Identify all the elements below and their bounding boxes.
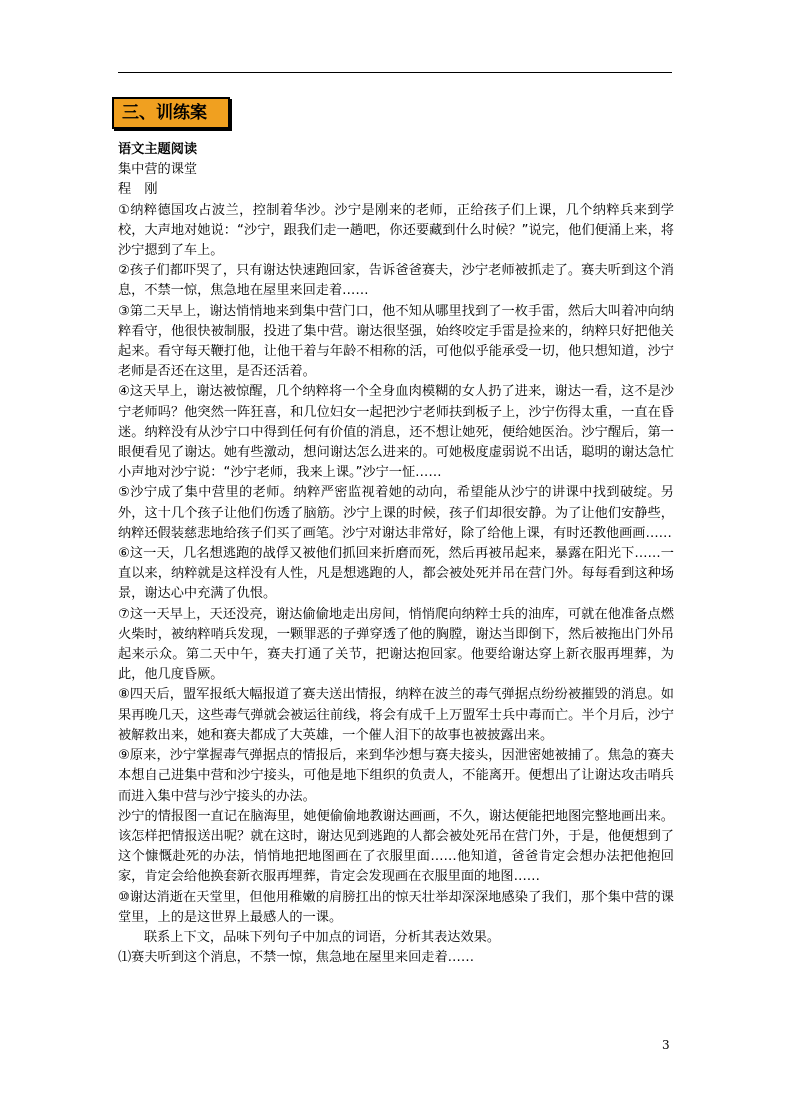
question-intro: 联系上下文，品味下列句子中加点的词语，分析其表达效果。	[144, 929, 501, 945]
top-rule	[118, 72, 672, 73]
paragraph-7: ⑦这一天早上，天还没亮，谢达偷偷地走出房间，悄悄爬向纳粹士兵的油库，可就在他准备点燃火柴时，被纳粹哨兵发现，一颗罪恶的子弹穿透了他的胸膛，谢达当即倒下，然后被拖出门外吊起来示众。第二天中午，赛夫打通了关节，把谢达抱回家。他要给谢达穿上新衣服再埋葬，为此，他几度昏厥。	[118, 606, 674, 683]
paragraph-9-continued: 沙宁的情报图一直记在脑海里，她便偷偷地教谢达画画，不久，谢达便能把地图完整地画出来。该怎样把情报送出呢？就在这时，谢达见到逃跑的人都会被处死吊在营门外，于是，他便想到了这个慷慨赴死的办法，悄悄地把地图画在了衣服里面……他知道，爸爸肯定会想办法把他抱回家，肯定会给他换套新衣服再埋葬，肯定会发现画在衣服里面的地图……	[118, 808, 674, 885]
paragraph-5: ⑤沙宁成了集中营里的老师。纳粹严密监视着她的动向，希望能从沙宁的讲课中找到破绽。另外，这十几个孩子让他们伤透了脑筋。沙宁上课的时候，孩子们却很安静。为了让他们安静些，纳粹还假装慈悲地给孩子们买了画笔。沙宁对谢达非常好，除了给他上课，有时还教他画画……	[118, 485, 674, 541]
paragraph-9: ⑨原来，沙宁掌握毒气弹据点的情报后，来到华沙想与赛夫接头，因泄密她被捕了。焦急的赛夫本想自己进集中营和沙宁接头，可他是地下组织的负责人，不能离开。便想出了让谢达攻击哨兵而进入集中营与沙宁接头的办法。	[118, 748, 674, 804]
paragraph-3: ③第二天早上，谢达悄悄地来到集中营门口，他不知从哪里找到了一枚手雷，然后大叫着冲向纳粹看守，他很快被制服，投进了集中营。谢达很坚强，始终咬定手雷是捡来的，纳粹只好把他关起来。看守每天鞭打他，让他干着与年龄不相称的活，可他似乎能承受一切，他只想知道，沙宁老师是否还在这里，是否还活着。	[118, 303, 674, 380]
article-author: 程 刚	[118, 182, 158, 198]
page-number: 3	[662, 1038, 670, 1052]
article-body	[118, 140, 674, 968]
question-1: ⑴赛夫听到这个消息，不禁一惊，焦急地在屋里来回走着……	[118, 950, 475, 966]
section-title: 三、训练案	[112, 97, 230, 129]
paragraph-1: ①纳粹德国攻占波兰，控制着华沙。沙宁是刚来的老师，正给孩子们上课，几个纳粹兵来到学校，大声地对她说：“沙宁，跟我们走一趟吧，你还要藏到什么时候？”说完，他们便涌上来，将沙宁摁到了车上。	[118, 202, 674, 259]
article-title: 集中营的课堂	[118, 162, 198, 178]
paragraph-4: ④这天早上，谢达被惊醒，几个纳粹将一个全身血肉模糊的女人扔了进来，谢达一看，这不是沙宁老师吗？他突然一阵狂喜，和几位妇女一起把沙宁老师扶到板子上，沙宁伤得太重，一直在昏迷。纳粹没有从沙宁口中得到任何有价值的消息，还不想让她死，便给她医治。沙宁醒后，第一眼便看见了谢达。她有些激动，想问谢达怎么进来的。可她极度虚弱说不出话，聪明的谢达急忙小声地对沙宁说：“沙宁老师，我来上课。”沙宁一怔……	[118, 384, 674, 481]
reading-heading: 语文主题阅读	[118, 142, 198, 157]
paragraph-10: ⑩谢达消逝在天堂里，但他用稚嫩的肩膀扛出的惊天壮举却深深地感染了我们，那个集中营的课堂里，上的是这世界上最感人的一课。	[118, 889, 674, 925]
paragraph-8: ⑧四天后，盟军报纸大幅报道了赛夫送出情报，纳粹在波兰的毒气弹据点纷纷被摧毁的消息。如果再晚几天，这些毒气弹就会被运往前线，将会有成千上万盟军士兵中毒而亡。半个月后，沙宁被解救出来，她和赛夫都成了大英雄，一个催人泪下的故事也被披露出来。	[118, 687, 674, 743]
paragraph-6: ⑥这一天，几名想逃跑的战俘又被他们抓回来折磨而死，然后再被吊起来，暴露在阳光下……一直以来，纳粹就是这样没有人性，凡是想逃跑的人，都会被处死并吊在营门外。每每看到这种场景，谢达心中充满了仇恨。	[118, 546, 674, 602]
paragraph-2: ②孩子们都吓哭了，只有谢达快速跑回家，告诉爸爸赛夫，沙宁老师被抓走了。赛夫听到这个消息，不禁一惊，焦急地在屋里来回走着……	[118, 263, 674, 299]
